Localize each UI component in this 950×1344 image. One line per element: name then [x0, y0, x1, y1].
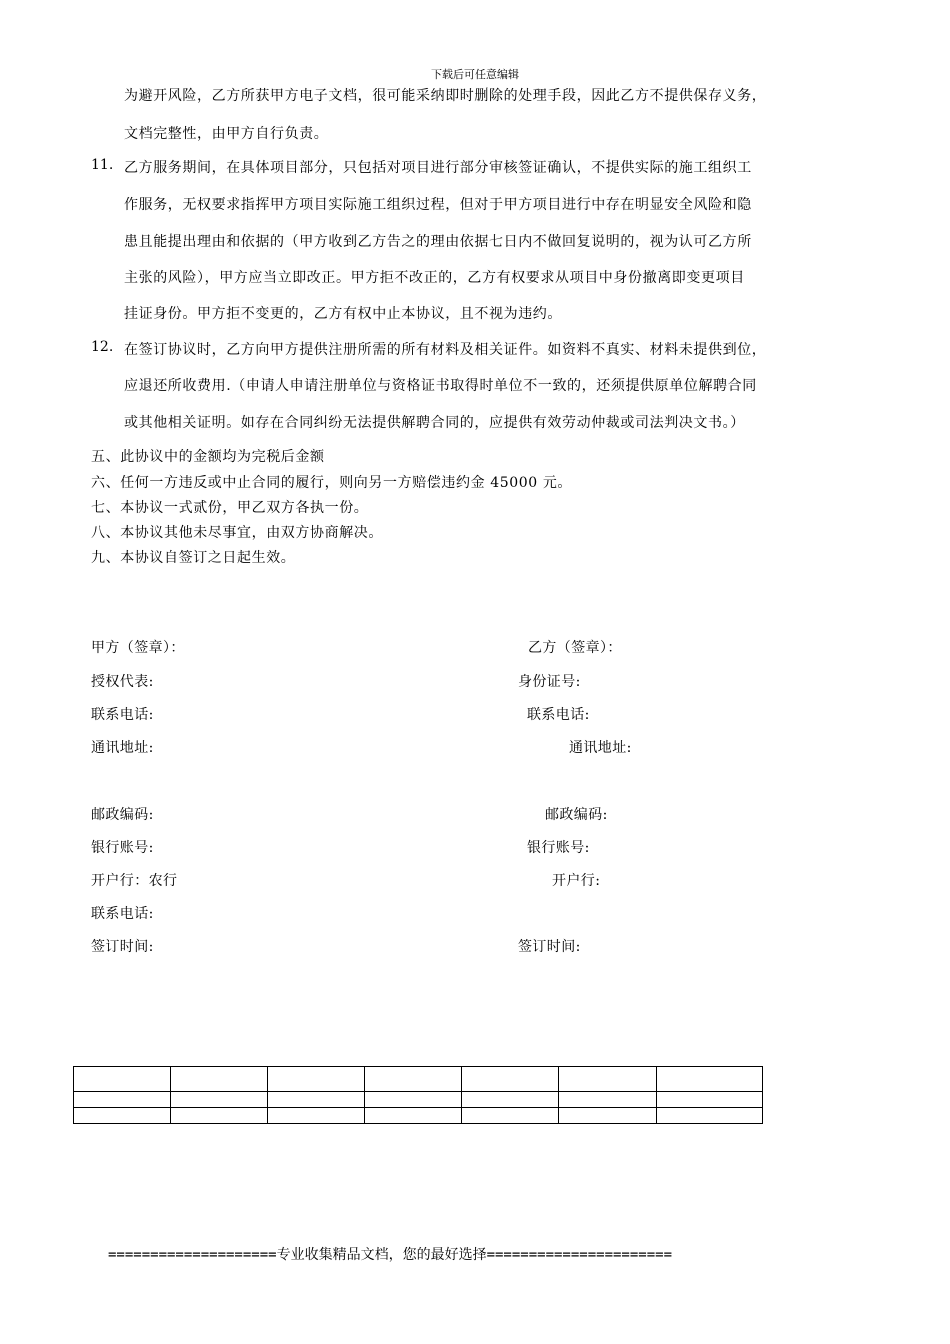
clause10-line-1: 为避开风险，乙方所获甲方电子文档，很可能采纳即时删除的处理手段，因此乙方不提供保存义务， — [124, 88, 767, 104]
table-cell — [365, 1092, 462, 1108]
page-header: 下载后可任意编辑 — [431, 68, 519, 81]
table-cell — [559, 1108, 657, 1124]
table-cell — [171, 1067, 268, 1092]
party-a-postcode: 邮政编码: — [91, 807, 154, 823]
table-cell — [74, 1108, 171, 1124]
article-5: 五、此协议中的金额均为完税后金额 — [91, 449, 325, 465]
empty-table — [73, 1066, 763, 1124]
table-cell — [268, 1067, 365, 1092]
party-b-account: 银行账号: — [527, 840, 590, 856]
clause11-number: 11. — [91, 157, 114, 173]
table-row — [74, 1092, 763, 1108]
party-a-address: 通讯地址: — [91, 740, 154, 756]
party-b-address: 通讯地址: — [569, 740, 632, 756]
table-cell — [74, 1067, 171, 1092]
table-cell — [365, 1067, 462, 1092]
party-b-postcode: 邮政编码: — [545, 807, 608, 823]
party-a-bank: 开户行：农行 — [91, 873, 178, 889]
party-a-rep: 授权代表: — [91, 674, 154, 690]
party-b-sign: 乙方（签章）： — [528, 640, 622, 656]
clause11-line-4: 主张的风险），甲方应当立即改正。甲方拒不改正的，乙方有权要求从项目中身份撤离即变更项目 — [124, 270, 745, 286]
party-a-phone2: 联系电话: — [91, 906, 154, 922]
table-cell — [657, 1092, 763, 1108]
table-cell — [657, 1067, 763, 1092]
party-a-account: 银行账号: — [91, 840, 154, 856]
clause11-line-1: 乙方服务期间，在具体项目部分，只包括对项目进行部分审核签证确认，不提供实际的施工组织工 — [124, 160, 752, 176]
table-row — [74, 1067, 763, 1092]
table-cell — [462, 1067, 559, 1092]
table-cell — [462, 1092, 559, 1108]
table-cell — [268, 1092, 365, 1108]
clause12-line-3: 或其他相关证明。如存在合同纠纷无法提供解聘合同的，应提供有效劳动仲裁或司法判决文书。） — [124, 415, 745, 431]
party-a-date: 签订时间: — [91, 939, 154, 955]
party-b-phone: 联系电话: — [527, 707, 590, 723]
article-7: 七、本协议一式贰份，甲乙双方各执一份。 — [91, 500, 369, 516]
table-cell — [268, 1108, 365, 1124]
page-footer: ====================专业收集精品文档，您的最好选择====================== — [108, 1247, 673, 1263]
party-b-bank: 开户行: — [552, 873, 601, 889]
clause12-line-2: 应退还所收费用.（申请人申请注册单位与资格证书取得时单位不一致的，还须提供原单位解聘合同 — [124, 378, 757, 394]
clause11-line-5: 挂证身份。甲方拒不变更的，乙方有权中止本协议，且不视为违约。 — [124, 306, 562, 322]
table-cell — [462, 1108, 559, 1124]
party-b-date: 签订时间: — [518, 939, 581, 955]
table-cell — [74, 1092, 171, 1108]
party-a-sign: 甲方（签章）： — [91, 640, 185, 656]
party-a-phone: 联系电话: — [91, 707, 154, 723]
table-cell — [657, 1108, 763, 1124]
clause12-line-1: 在签订协议时，乙方向甲方提供注册所需的所有材料及相关证件。如资料不真实、材料未提供到位， — [124, 342, 767, 358]
article-9: 九、本协议自签订之日起生效。 — [91, 550, 296, 566]
table-cell — [171, 1108, 268, 1124]
table-cell — [365, 1108, 462, 1124]
clause11-line-2: 作服务，无权要求指挥甲方项目实际施工组织过程，但对于甲方项目进行中存在明显安全风险和隐 — [124, 197, 752, 213]
clause12-number: 12. — [91, 339, 114, 355]
article-8: 八、本协议其他未尽事宜，由双方协商解决。 — [91, 525, 383, 541]
table-row — [74, 1108, 763, 1124]
table-cell — [171, 1092, 268, 1108]
clause10-line-2: 文档完整性，由甲方自行负责。 — [124, 126, 329, 142]
table-cell — [559, 1067, 657, 1092]
table-cell — [559, 1092, 657, 1108]
clause11-line-3: 患且能提出理由和依据的（甲方收到乙方告之的理由依据七日内不做回复说明的，视为认可乙方所 — [124, 234, 752, 250]
party-b-id: 身份证号: — [518, 674, 581, 690]
article-6: 六、任何一方违反或中止合同的履行，则向另一方赔偿违约金 45000 元。 — [91, 475, 573, 491]
